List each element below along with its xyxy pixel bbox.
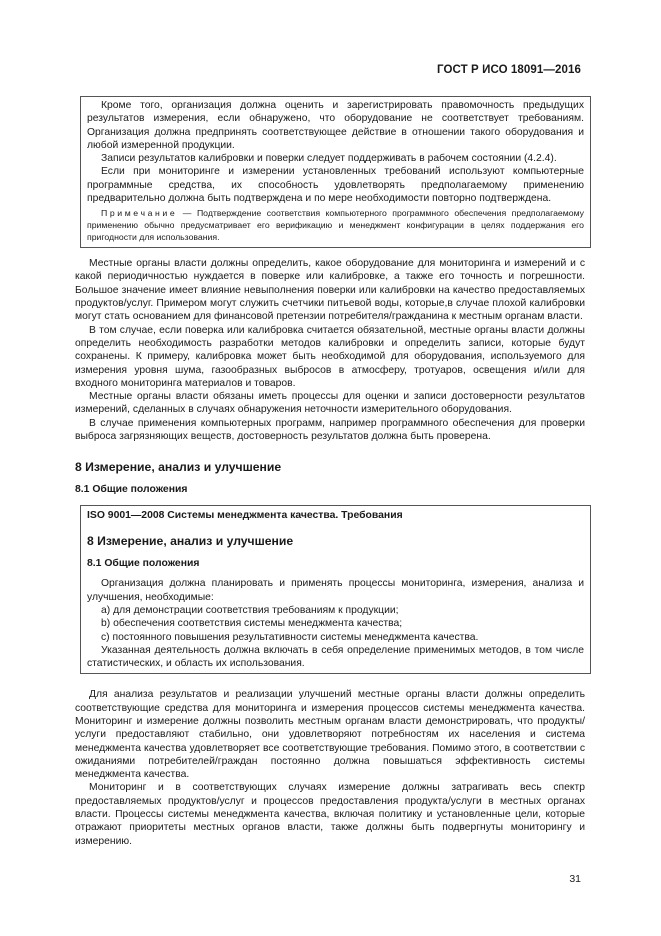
page-number: 31 [569,873,581,885]
note-label: Примечание [101,208,178,219]
box2-intro: Организация должна планировать и применять процессы мониторинга, измерения, анализа и улучшения, необходимые: [87,578,584,603]
body-paragraph: Местные органы власти обязаны иметь процессы для оценки и записи достоверности результатов измерений, сделанных в случаях обнаружения неточности измерительного оборудования. [75,391,585,416]
box1-note [87,208,584,243]
box2-heading: 8 Измерение, анализ и улучшение [87,534,294,549]
box2-subheading: 8.1 Общие положения [87,558,200,570]
body-paragraph: В случае применения компьютерных программ, например программного обеспечения для проверки выброса загрязняющих веществ, достоверность результатов должна быть проверена. [75,417,585,443]
box2-list-item: c) постоянного повышения результативности системы менеджмента качества. [101,631,479,643]
box1-paragraph: Записи результатов калибровки и поверки следует поддерживать в рабочем состоянии (4.2.4). [101,153,557,165]
body-paragraph: В том случае, если поверка или калибровка считается обязательной, местные органы власти должны определить необходимость разработки методов калибровки и определить записи, которые будут сохранены. К примеру, калибровка может быть необходимой для оборудования, используемого для измерения уровня шума, газообразных выбросов в атмосферу, тротуаров, освещения и/или для входного мониторинга материалов и товаров. [75,324,585,389]
box1-paragraph: Кроме того, организация должна оценить и зарегистрировать правомочность предыдущих результатов измерения, если обнаружено, что оборудование не соответствует требованиям. Организация должна предпринять соответствующее действие в отношении такого оборудования и любой измеренной продукции. [87,100,584,151]
box2-source: ISO 9001—2008 Системы менеджмента качества. Требования [87,510,403,522]
section-heading: 8 Измерение, анализ и улучшение [75,460,282,475]
page-content [75,96,585,848]
body-paragraph: Местные органы власти должны определить, какое оборудование для мониторинга и измерений и с какой периодичностью нуждается в поверке или калибровке, а также его точность и погрешности. Большое значение имеет влияние невыполнения поверки или калибровки на качество предоставляемых продуктов/услуг. Примером могут служить счетчики питьевой воды, которые,в случае плохой калибровки могут стать основанием для финансовой претензии потребителя/гражданина к местным органам власти. [75,258,585,323]
note-text: — Подтверждение соответствия компьютерного программного обеспечения предполагаемому применению обычно предусматривает его верификацию и менеджмент конфигурации в целях поддержания его пригодности для использования. [87,208,584,242]
box2-list-item: b) обеспечения соответствия системы менеджмента качества; [101,618,403,630]
body-paragraph: Для анализа результатов и реализации улучшений местные органы власти должны определить соответствующие средства для мониторинга и измерения процессов системы менеджмента качества. Мониторинг и измерение должны позволить местным органам власти демонстрировать, что продукты/услуги предоставляют стабильно, они удовлетворяют потребностям их населения и система менеджмента качества удовлетворяет все соответствующие требования. Помимо этого, в соответствии с ожиданиями потребителей/граждан постоянно должна повышаться эффективность системы менеджмента качества. [75,689,585,781]
document-header: ГОСТ Р ИСО 18091—2016 [436,64,581,76]
body-paragraph: Мониторинг и в соответствующих случаях измерение должны затрагивать весь спектр предоставляемых продуктов/услуг и процессов предоставления продукта/услуги в местных органах власти. Процессы системы менеджмента качества, включая политику и установленные цели, которые отражают приоритеты местных органов власти, также должны быть подвергнуты мониторингу и измерению. [75,782,585,847]
quote-box-iso9001 [80,505,591,674]
subsection-heading: 8.1 Общие положения [75,484,188,496]
box2-closing: Указанная деятельность должна включать в себя определение применимых методов, в том числе статистических, и область их использования. [87,644,584,670]
quote-box-calibration [80,96,591,248]
box2-list-item: a) для демонстрации соответствия требованиям к продукции; [101,604,399,616]
box1-paragraph: Если при мониторинге и измерении установленных требований используют компьютерные программные средства, их способность удовлетворять предполагаемому применению предварительно должна быть подтверждена и по мере необходимости повторно подтверждена. [87,166,584,205]
